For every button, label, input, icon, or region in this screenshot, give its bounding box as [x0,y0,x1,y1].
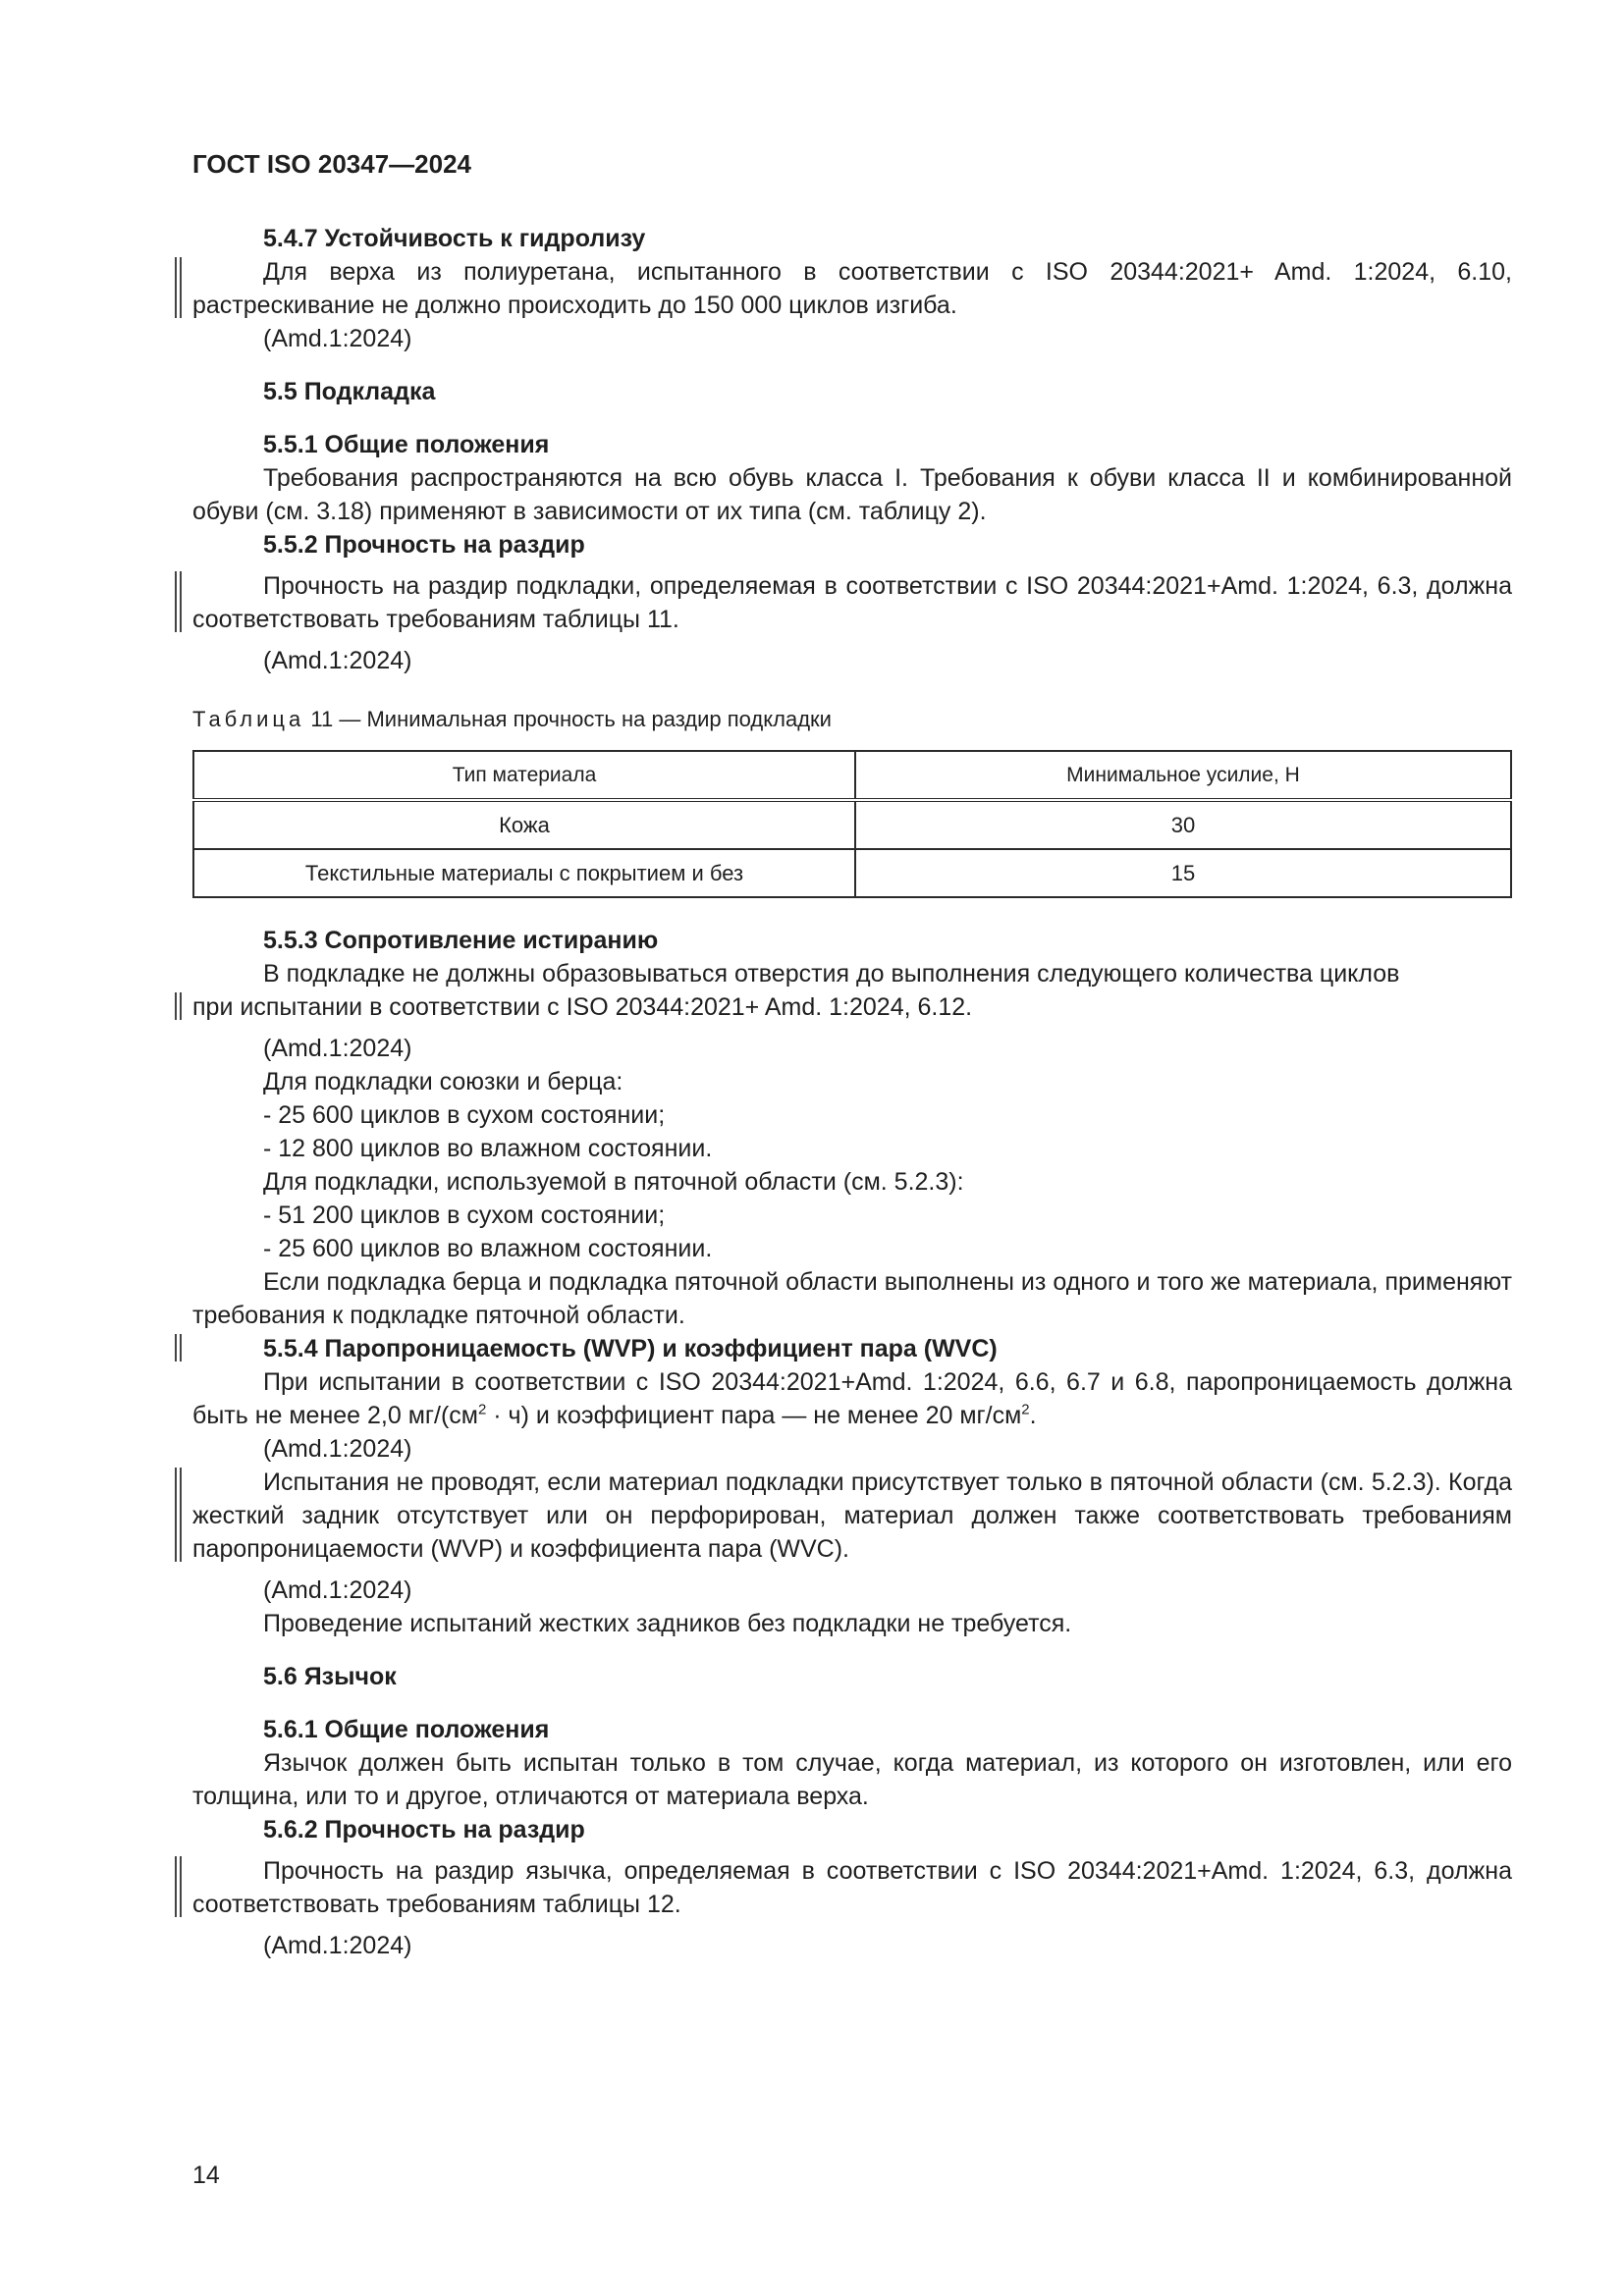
heading-5-5: 5.5 Подкладка [263,378,436,405]
table-11-caption [192,703,1512,736]
heading-5-6: 5.6 Язычок [263,1663,397,1690]
table-caption-text: 11 — Минимальная прочность на раздир подкладки [310,707,832,731]
table-cell: Текстильные материалы с покрытием и без [193,849,855,897]
heading-5-5-3: 5.5.3 Сопротивление истиранию [263,927,659,954]
amendment-note: (Amd.1:2024) [263,325,412,352]
table-row [193,800,1511,849]
paragraph-tongue-tear: Прочность на раздир язычка, определяемая в соответствии с ISO 20344:2021+Amd. 1:2024, 6.3, должна соответствовать требованиям таблицы 12. [192,1854,1512,1921]
table-header-cell: Минимальное усилие, Н [855,751,1511,800]
paragraph-hydrolysis: Для верха из полиуретана, испытанного в соответствии с ISO 20344:2021+ Amd. 1:2024, 6.10, растрескивание не должно происходить до 150 000 циклов изгиба. [192,255,1512,322]
paragraph-lining-tear: Прочность на раздир подкладки, определяемая в соответствии с ISO 20344:2021+Amd. 1:2024, 6.3, должна соответствовать требованиям таблицы 11. [192,569,1512,636]
amendment-note: (Amd.1:2024) [263,1932,412,1959]
table-label: Таблица [192,707,305,731]
heading-5-5-2: 5.5.2 Прочность на раздир [263,531,585,559]
table-11 [192,750,1512,898]
list-heading: Для подкладки союзки и берца: [263,1068,623,1095]
table-cell: 30 [855,800,1511,849]
heading-5-4-7: 5.4.7 Устойчивость к гидролизу [263,225,646,252]
table-row [193,849,1511,897]
list-item: - 25 600 циклов во влажном состоянии. [263,1235,713,1262]
amendment-note: (Amd.1:2024) [263,1035,412,1062]
paragraph-counters: Проведение испытаний жестких задников без подкладки не требуется. [263,1610,1072,1637]
table-cell: Кожа [193,800,855,849]
heading-5-5-1: 5.5.1 Общие положения [263,431,550,458]
list-item: - 51 200 циклов в сухом состоянии; [263,1201,666,1229]
amendment-note: (Amd.1:2024) [263,1435,412,1463]
heading-5-6-2: 5.6.2 Прочность на раздир [263,1816,585,1843]
paragraph-abrasion-heel: Если подкладка берца и подкладка пяточной области выполнены из одного и того же материала, применяют требования к подкладке пяточной области. [192,1268,1512,1329]
list-item: - 25 600 циклов в сухом состоянии; [263,1101,666,1129]
amendment-note: (Amd.1:2024) [263,647,412,674]
page-number: 14 [192,2162,220,2189]
table-header-cell: Тип материала [193,751,855,800]
table-header-row [193,751,1511,800]
paragraph-wvp-exceptions: Испытания не проводят, если материал подкладки присутствует только в пяточной области (см. 5.2.3). Когда жесткий задник отсутствует или он перфорирован, материал должен также соответствовать требованиям паропроницаемости (WVP) и коэффициента пара (WVC). [192,1466,1512,1566]
paragraph-wvp: При испытании в соответствии с ISO 20344:2021+Amd. 1:2024, 6.6, 6.7 и 6.8, паропроницаемость должна быть не менее 2,0 $мг/(см^2 \cdot ч)$ и коэффициент пара — не менее 20 $мг/см^2$. [192,1368,1512,1429]
paragraph-abrasion-line1: В подкладке не должны образовываться отверстия до выполнения следующего количества циклов [263,960,1400,988]
amendment-note: (Amd.1:2024) [263,1576,412,1604]
heading-5-5-4: 5.5.4 Паропроницаемость (WVP) и коэффициент пара (WVC) [192,1332,1512,1365]
list-heading: Для подкладки, используемой в пяточной области (см. 5.2.3): [263,1168,964,1196]
document-header: ГОСТ ISO 20347—2024 [192,149,472,179]
list-item: - 12 800 циклов во влажном состоянии. [263,1135,713,1162]
document-body [192,222,1512,1962]
paragraph-lining-general: Требования распространяются на всю обувь класса I. Требования к обуви класса II и комбинированной обуви (см. 3.18) применяют в зависимости от их типа (см. таблицу 2). [192,464,1512,525]
paragraph-tongue-general: Язычок должен быть испытан только в том случае, когда материал, из которого он изготовлен, или его толщина, или то и другое, отличаются от материала верха. [192,1749,1512,1810]
heading-5-6-1: 5.6.1 Общие положения [263,1716,550,1743]
paragraph-abrasion-line2: при испытании в соответствии с ISO 20344:2021+ Amd. 1:2024, 6.12. [192,990,1512,1024]
table-cell: 15 [855,849,1511,897]
